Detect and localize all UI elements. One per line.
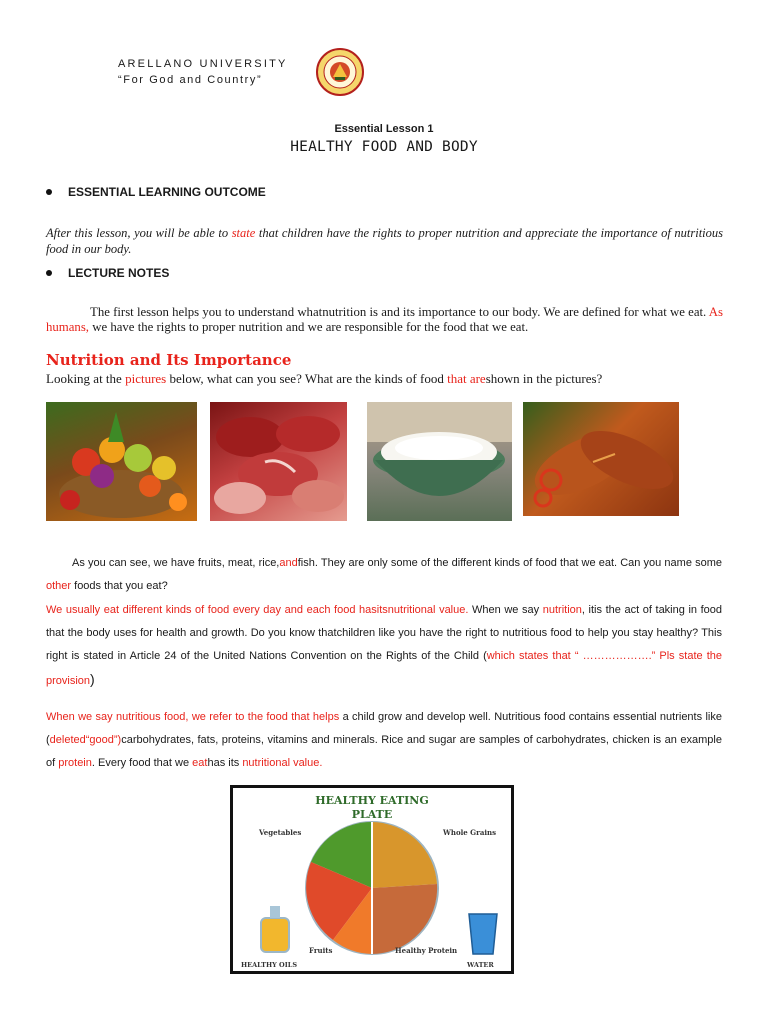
outcome-heading-text: ESSENTIAL LEARNING OUTCOME bbox=[68, 185, 266, 199]
rice-bowl-photo bbox=[367, 402, 512, 521]
fried-fish-photo bbox=[523, 402, 679, 516]
paragraph-highlight: nutritional value. bbox=[242, 757, 323, 769]
paragraph-highlight: deleted“good”) bbox=[49, 734, 122, 746]
paragraph-nutrition-rights bbox=[46, 599, 722, 693]
label-fruits: Fruits bbox=[309, 946, 333, 955]
label-vegetables: Vegetables bbox=[259, 828, 302, 837]
paragraph-text: fish. They are only some of the different kinds of food that we eat. Can you name some bbox=[297, 557, 722, 569]
lesson-title: HEALTHY FOOD AND BODY bbox=[290, 139, 478, 155]
label-healthy-oils: HEALTHY OILS bbox=[241, 961, 298, 969]
question-highlight: pictures bbox=[125, 371, 167, 386]
paragraph-highlight: and bbox=[279, 557, 298, 569]
lecture-heading bbox=[46, 266, 169, 280]
outcome-text-highlight: state bbox=[231, 226, 256, 240]
lecture-text-part: The first lesson helps you to understand whatnutrition is and its importance to our body. We are defined for what we eat. bbox=[90, 305, 709, 319]
question-part: shown in the pictures? bbox=[485, 371, 603, 386]
grains-section bbox=[372, 822, 437, 888]
question-part: Looking at the bbox=[46, 371, 126, 386]
outcome-text bbox=[46, 225, 723, 257]
university-seal-logo bbox=[316, 48, 364, 96]
lesson-number: Essential Lesson 1 bbox=[334, 123, 434, 135]
healthy-eating-plate-diagram bbox=[233, 788, 511, 971]
question-highlight: that are bbox=[447, 371, 486, 386]
oil-bottle-icon bbox=[261, 906, 289, 952]
bullet-icon bbox=[46, 270, 52, 276]
rice-icon bbox=[367, 402, 512, 521]
lecture-text-highlight: As humans, bbox=[46, 305, 723, 334]
lecture-text bbox=[46, 305, 723, 335]
paragraph-highlight: nutrition bbox=[542, 604, 582, 616]
paragraph-highlight: We usually eat different kinds of food every day and each food hasitsnutritional value. bbox=[46, 604, 469, 616]
paragraph-text: foods that you eat? bbox=[71, 580, 168, 592]
paragraph-text: ) bbox=[90, 671, 95, 687]
university-name: ARELLANO UNIVERSITY bbox=[118, 58, 288, 70]
paragraph-text: , itis the act of taking in food that the body uses for health and growth. Do you know thatchildren like you have the right to nutritious food to help you stay healthy? This right is stated in Article 24 of the United Nations Convention on the Rights of the Child ( bbox=[46, 604, 723, 662]
paragraph-text: carbohydrates, fats, proteins, vitamins and minerals. Rice and sugar are samples of carbohydrates, chicken is an example of bbox=[46, 734, 722, 769]
paragraph-highlight: When we say nutritious food, we refer to the food that helps bbox=[46, 711, 340, 723]
lecture-text-part: we have the rights to proper nutrition and we are responsible for the food that we eat. bbox=[89, 320, 529, 334]
paragraph-highlight: protein bbox=[58, 757, 92, 769]
pictures-question bbox=[46, 371, 602, 387]
outcome-text-part: After this lesson, you will be able to bbox=[46, 226, 232, 240]
paragraph-text: has its bbox=[207, 757, 243, 769]
label-healthy-protein: Healthy Protein bbox=[395, 946, 458, 955]
fruit-basket-icon bbox=[46, 402, 197, 521]
paragraph-highlight: eat bbox=[192, 757, 208, 769]
paragraph-text: When we say bbox=[468, 604, 543, 616]
paragraph-highlight: other bbox=[46, 580, 72, 592]
bullet-icon bbox=[46, 189, 52, 195]
university-motto: “For God and Country” bbox=[118, 74, 263, 86]
paragraph-text: . Every food that we bbox=[91, 757, 193, 769]
plate-title-line1: HEALTHY EATING bbox=[315, 794, 429, 807]
fish-icon bbox=[523, 402, 679, 516]
paragraph-text: As you can see, we have fruits, meat, rice, bbox=[72, 557, 280, 569]
paragraph-food-kinds bbox=[46, 552, 722, 598]
paragraph-nutritious-food bbox=[46, 706, 722, 775]
water-glass-icon bbox=[469, 914, 497, 954]
protein-section bbox=[372, 884, 437, 954]
fruits-vegetables-photo bbox=[46, 402, 197, 521]
meat-icon bbox=[210, 402, 347, 521]
healthy-eating-plate-figure bbox=[230, 785, 514, 974]
outcome-text-part: that children have the rights to proper nutrition and appreciate the importance of nutritious food in our body. bbox=[46, 226, 724, 256]
question-part: below, what can you see? What are the kinds of food bbox=[166, 371, 448, 386]
outcome-heading bbox=[46, 185, 266, 199]
label-water: WATER bbox=[467, 961, 494, 969]
paragraph-text: a child grow and develop well. Nutritious food contains essential nutrients like ( bbox=[46, 711, 722, 746]
raw-meat-photo bbox=[210, 402, 347, 521]
nutrition-heading: Nutrition and Its Importance bbox=[46, 351, 292, 369]
paragraph-highlight: which states that “ ……………….” Pls state the provision bbox=[46, 650, 722, 687]
lecture-heading-text: LECTURE NOTES bbox=[68, 266, 170, 280]
label-whole-grains: Whole Grains bbox=[443, 828, 497, 837]
plate-title-line2: PLATE bbox=[351, 808, 393, 821]
